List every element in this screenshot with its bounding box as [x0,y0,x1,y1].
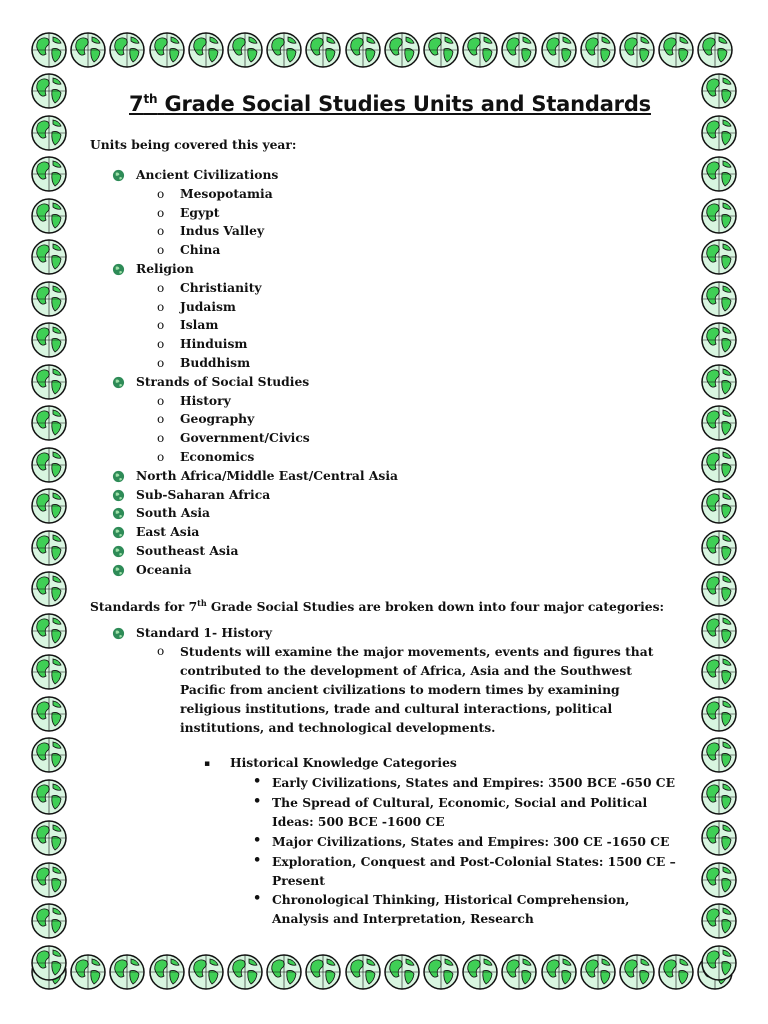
category-item [253,890,682,928]
sub-unit-item [157,429,310,447]
globe-icon [696,31,734,69]
globe-icon [304,953,342,991]
globe-icon [500,31,538,69]
sub-unit-label: Indus Valley [180,223,265,239]
circle-bullet-icon: o [157,431,165,446]
globe-icon [30,363,68,401]
globe-icon [700,280,738,318]
globe-icon [700,861,738,899]
units-intro: Units being covered this year: [90,137,297,152]
unit-label: Religion [136,261,194,276]
globe-icon [30,612,68,650]
globe-icon [700,902,738,940]
globe-icon [304,31,342,69]
standards-intro: Standards for 7th Grade Social Studies are broken down into four major categories: [90,598,665,615]
sub-unit-item [157,316,219,334]
circle-bullet-icon: o [157,243,165,258]
sub-unit-label: Hinduism [180,336,248,352]
unit-item [136,486,270,504]
globe-icon [579,953,617,991]
sub-unit-label: Mesopotamia [180,185,273,201]
sub-unit-label: Christianity [180,279,262,295]
sub-unit-label: Islam [180,317,219,333]
globe-icon [30,944,68,982]
globe-icon [30,446,68,484]
globe-icon [148,953,186,991]
globe-icon [148,31,186,69]
sub-unit-item [157,392,231,410]
sub-unit-item [157,354,251,372]
globe-icon [108,953,146,991]
sub-unit-label: Buddhism [180,355,251,370]
globe-icon [700,197,738,235]
category-label: The Spread of Cultural, Economic, Social and Political Ideas: 500 BCE -1600 CE [272,795,648,829]
globe-icon [30,695,68,733]
globe-icon [618,31,656,69]
globe-icon [422,953,460,991]
historical-knowledge-categories: ▪ Historical Knowledge Categories [204,755,457,770]
circle-bullet-icon: o [157,356,165,370]
dot-bullet-icon: • [253,853,262,868]
category-label: Major Civilizations, States and Empires: 300 CE -1650 CE [272,834,670,849]
unit-label: Southeast Asia [136,543,239,558]
globe-bullet-icon [112,169,125,182]
sub-unit-label: Government/Civics [180,430,310,446]
unit-label: East Asia [136,524,200,540]
globe-icon [700,238,738,276]
sub-unit-item [157,222,265,240]
globe-icon [30,197,68,235]
globe-icon [657,953,695,991]
unit-label: Strands of Social Studies [136,373,310,389]
sub-unit-item [157,185,273,203]
circle-bullet-icon: o [157,412,165,427]
circle-bullet-icon: o [157,186,165,201]
category-item [253,793,682,831]
sub-unit-label: Economics [180,449,255,464]
unit-item [136,504,210,522]
globe-icon [700,529,738,567]
globe-icon [383,953,421,991]
globe-icon [30,861,68,899]
globe-icon [700,736,738,774]
globe-icon [579,31,617,69]
globe-icon [540,953,578,991]
circle-bullet-icon: o [157,318,165,333]
unit-label: South Asia [136,505,211,521]
globe-icon [30,902,68,940]
globe-icon [383,31,421,69]
globe-icon [30,570,68,608]
globe-icon [700,570,738,608]
globe-icon [700,487,738,525]
globe-icon [461,31,499,69]
unit-item [136,260,194,278]
globe-bullet-icon [112,507,125,520]
globe-icon [422,31,460,69]
sub-unit-item [157,298,236,316]
unit-item [136,467,398,485]
category-item [253,773,682,792]
sub-unit-item [157,410,255,428]
globe-icon [226,953,264,991]
unit-item [136,542,238,560]
sub-unit-item [157,335,248,353]
globe-icon [657,31,695,69]
globe-icon [30,280,68,318]
globe-bullet-icon [112,564,125,577]
globe-icon [30,321,68,359]
globe-icon [30,155,68,193]
circle-bullet-icon: o [157,280,165,295]
globe-icon [30,529,68,567]
globe-icon [700,653,738,691]
page-title: 7th Grade Social Studies Units and Standards [129,92,651,116]
sub-unit-label: Egypt [180,204,220,220]
globe-bullet-icon [112,263,125,276]
globe-icon [30,238,68,276]
globe-icon [700,72,738,110]
globe-bullet-icon [112,526,125,539]
globe-icon [187,31,225,69]
standard-1-description: o Students will examine the major movements, events and figures that contributed to the development of Africa, Asia and the Southwest Pacific from ancient civilizations to modern times by examining religious institutions, trade and cultural interactions, political institutions, and technological developments. [157,644,654,735]
globe-bullet-icon [112,489,125,502]
sub-unit-label: China [180,242,221,258]
dot-bullet-icon: • [253,891,262,906]
globe-icon [30,31,68,69]
category-item [253,832,682,851]
globe-icon [700,363,738,401]
globe-icon [265,31,303,69]
unit-item [136,166,278,184]
sub-unit-label: History [180,392,231,408]
sub-unit-item [157,204,220,222]
dot-bullet-icon: • [253,794,262,809]
category-label: Exploration, Conquest and Post-Colonial States: 1500 CE – Present [272,854,676,888]
globe-icon [30,819,68,857]
sub-unit-label: Geography [180,411,255,427]
unit-item [136,523,199,541]
unit-label: Ancient Civilizations [136,167,279,182]
globe-icon [700,695,738,733]
circle-bullet-icon: o [157,450,165,464]
unit-label: North Africa/Middle East/Central Asia [136,467,398,483]
globe-icon [461,953,499,991]
globe-icon [226,31,264,69]
globe-icon [30,72,68,110]
globe-icon [69,31,107,69]
standard-1-label: Standard 1- History [136,625,273,640]
globe-icon [30,487,68,525]
globe-icon [500,953,538,991]
globe-icon [700,819,738,857]
globe-icon [30,114,68,152]
globe-icon [344,953,382,991]
globe-icon [700,321,738,359]
globe-icon [700,944,738,982]
sub-unit-label: Judaism [180,298,236,314]
globe-icon [187,953,225,991]
globe-icon [265,953,303,991]
globe-icon [700,155,738,193]
unit-label: Oceania [136,561,192,577]
globe-icon [69,953,107,991]
circle-bullet-icon: o [157,224,165,239]
globe-icon [344,31,382,69]
sub-unit-item [157,279,262,297]
globe-bullet-icon [112,545,125,558]
sub-unit-item [157,241,221,259]
category-label: Early Civilizations, States and Empires: 3500 BCE -650 CE [272,775,675,790]
globe-icon [700,404,738,442]
globe-icon [30,404,68,442]
globe-icon [30,653,68,691]
standard-1-item [136,624,272,642]
globe-icon [30,778,68,816]
circle-bullet-icon: o [157,299,165,314]
unit-item [136,373,309,391]
circle-bullet-icon: o [157,337,165,352]
globe-icon [700,446,738,484]
category-label: Chronological Thinking, Historical Comprehension, Analysis and Interpretation, Research [272,892,630,926]
circle-bullet-icon: o [157,205,165,220]
globe-icon [108,31,146,69]
dot-bullet-icon: • [253,833,262,848]
globe-bullet-icon [112,627,125,640]
globe-bullet-icon [112,470,125,483]
sub-unit-item [157,448,255,466]
category-item [253,852,682,890]
globe-icon [30,736,68,774]
unit-item [136,561,192,579]
circle-bullet-icon: o [157,393,165,408]
globe-icon [540,31,578,69]
globe-icon [700,612,738,650]
globe-icon [700,778,738,816]
globe-icon [618,953,656,991]
globe-bullet-icon [112,376,125,389]
unit-label: Sub-Saharan Africa [136,486,271,502]
globe-icon [700,114,738,152]
dot-bullet-icon: • [253,774,262,789]
